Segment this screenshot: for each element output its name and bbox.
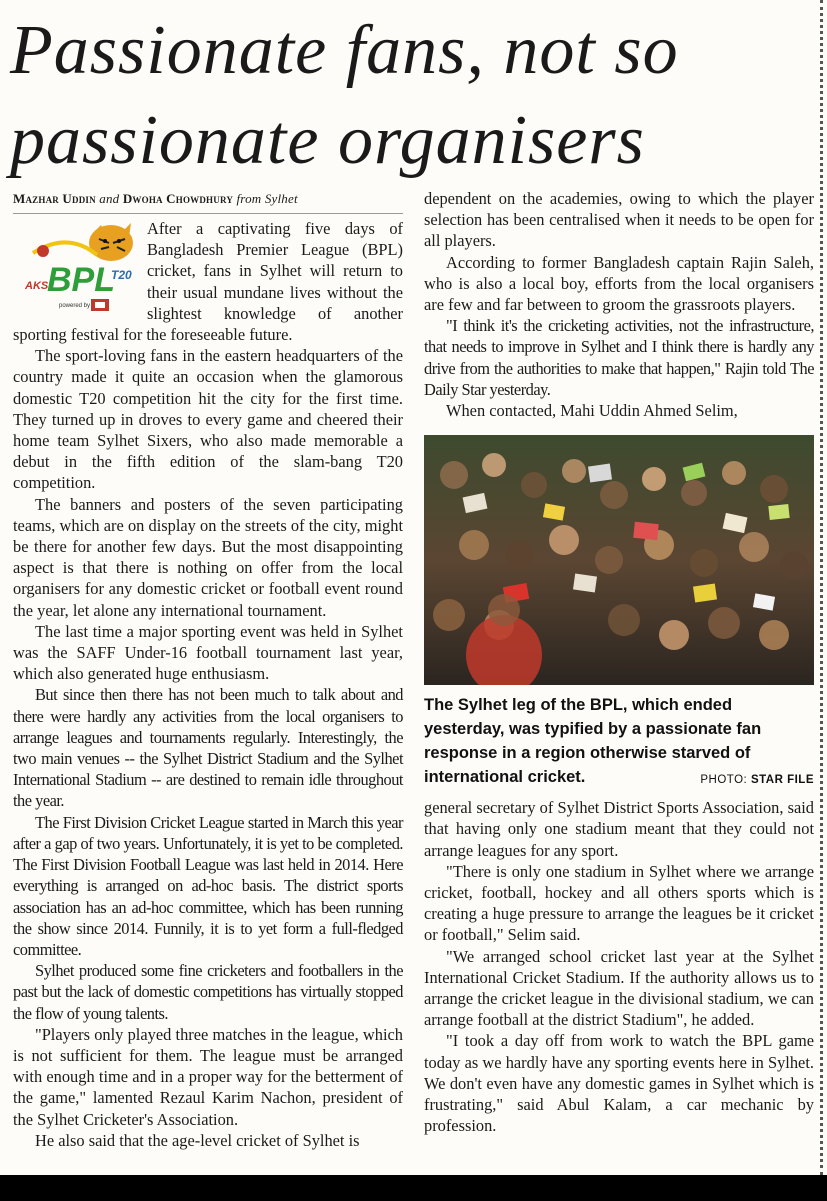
crowd-photo [424, 435, 814, 685]
paragraph: "We arranged school cricket last year at the Sylhet International Cricket Stadium. If the authority allows us to arrange the cricket league in the divisional stadium, we can arrange football at the district Stadium", he added. [424, 946, 814, 1030]
paragraph: general secretary of Sylhet District Sports Association, said that having only one stadium meant that they could not arrange leagues for any sport. [424, 798, 814, 860]
column-rule [820, 0, 823, 1175]
paragraph: "I took a day off from work to watch the BPL game today as we hardly have any sporting events here in Sylhet. We don't even have any domestic games in Sylhet which is frustrating," said Abul Kalam, a car mechanic by profession. [424, 1031, 814, 1136]
logo-sponsor-text: powered by [59, 303, 91, 309]
photo-caption [424, 693, 814, 789]
paragraph: After a captivating five days of Bangladesh Premier League (BPL) cricket, fans in Sylhet will return to their usual mundane lives without the slightest knowledge of another sporting festival for the foreseeable future. [13, 219, 403, 345]
caption-text: The Sylhet leg of the BPL, which ended yesterday, was typified by a passionate fan response in a region otherwise starved of international cricket. [424, 696, 762, 787]
paragraph: "I think it's the cricketing activities, not the infrastructure, that needs to improve in Sylhet and I think there is hardly any drive from the authorities to make that happen," Rajin told The Daily Star yesterday. [424, 316, 814, 399]
paragraph: He also said that the age-level cricket of Sylhet is [35, 1130, 360, 1150]
paragraph: "There is only one stadium in Sylhet where we arrange cricket, football, hockey and all others sports which is creating a huge pressure to arrange the leagues be it cricket or football," Selim said. [424, 861, 814, 945]
bpl-t20-logo-icon [13, 221, 137, 321]
paragraph: According to former Bangladesh captain Rajin Saleh, who is also a local boy, efforts from the local organisers are few and far between to groom the grassroots players. [424, 252, 814, 315]
paragraph: The First Division Cricket League started in March this year after a gap of two years. Unfortunately, it is yet to be completed. The First Division Football League was last held in 2014. Here everything is arranged on ad-hoc basis. The district sports association has an ad-hoc committee, which has been running the show since 2014. Funnily, it is to yet form a full-fledged committee. [13, 812, 403, 959]
credit-source: STAR FILE [750, 774, 814, 787]
headline: Passionate fans, not so passionate organisers [10, 12, 679, 179]
paragraph: The banners and posters of the seven participating teams, which are on display on the streets of the city, might be there for another few days. But the most disappointing aspect is that there is nothing on offer from the local organisers for any domestic cricket or football event round the year, let alone any international tournament. [13, 494, 403, 620]
author-2: Dwoha Chowdhury [122, 191, 234, 206]
logo-brand-text: AKS [25, 280, 49, 292]
byline [13, 190, 403, 214]
credit-label: PHOTO: [700, 774, 748, 787]
right-column [424, 188, 814, 1136]
author-1: Mazhar Uddin [13, 191, 96, 206]
left-column [13, 190, 403, 1151]
paragraph: But since then there has not been much to talk about and there were hardly any activities from the local organisers to arrange leagues and tournaments regularly. Interestingly, the two main venues -- the Sylhet District Stadium and the Sylhet International Stadium -- are destined to remain idle throughout the year. [13, 685, 403, 811]
byline-conjunction: and [99, 191, 120, 206]
paragraph: Sylhet produced some fine cricketers and footballers in the past but the lack of domestic competitions has virtually stopped the flow of young talents. [13, 961, 403, 1023]
logo-format-text: T20 [111, 268, 132, 282]
paragraph: The last time a major sporting event was held in Sylhet was the SAFF Under-16 football tournament last year, which also generated huge enthusiasm. [13, 621, 403, 684]
logo-league-text: BPL [47, 261, 115, 299]
paragraph: dependent on the academies, owing to which the player selection has been centralised when it needs to be open for all players. [424, 189, 814, 251]
paragraph: "Players only played three matches in the league, which is not sufficient for them. The league must be arranged with enough time and in a proper way for the betterment of the game," lamented Rezaul Karim Nachon, president of the Sylhet Cricketer's Association. [13, 1024, 403, 1129]
photo-credit [700, 768, 814, 792]
bottom-bar [0, 1175, 827, 1201]
paragraph: The sport-loving fans in the eastern headquarters of the country made it quite an occasion when the glamorous domestic T20 competition hit the city for the first time. They turned up in droves to every game and cheered their home team Sylhet Sixers, who also made memorable a debut in the fifth edition of the slam-bang T20 competition. [13, 346, 403, 493]
byline-location: from Sylhet [236, 191, 298, 206]
paragraph: When contacted, Mahi Uddin Ahmed Selim, [446, 401, 738, 421]
